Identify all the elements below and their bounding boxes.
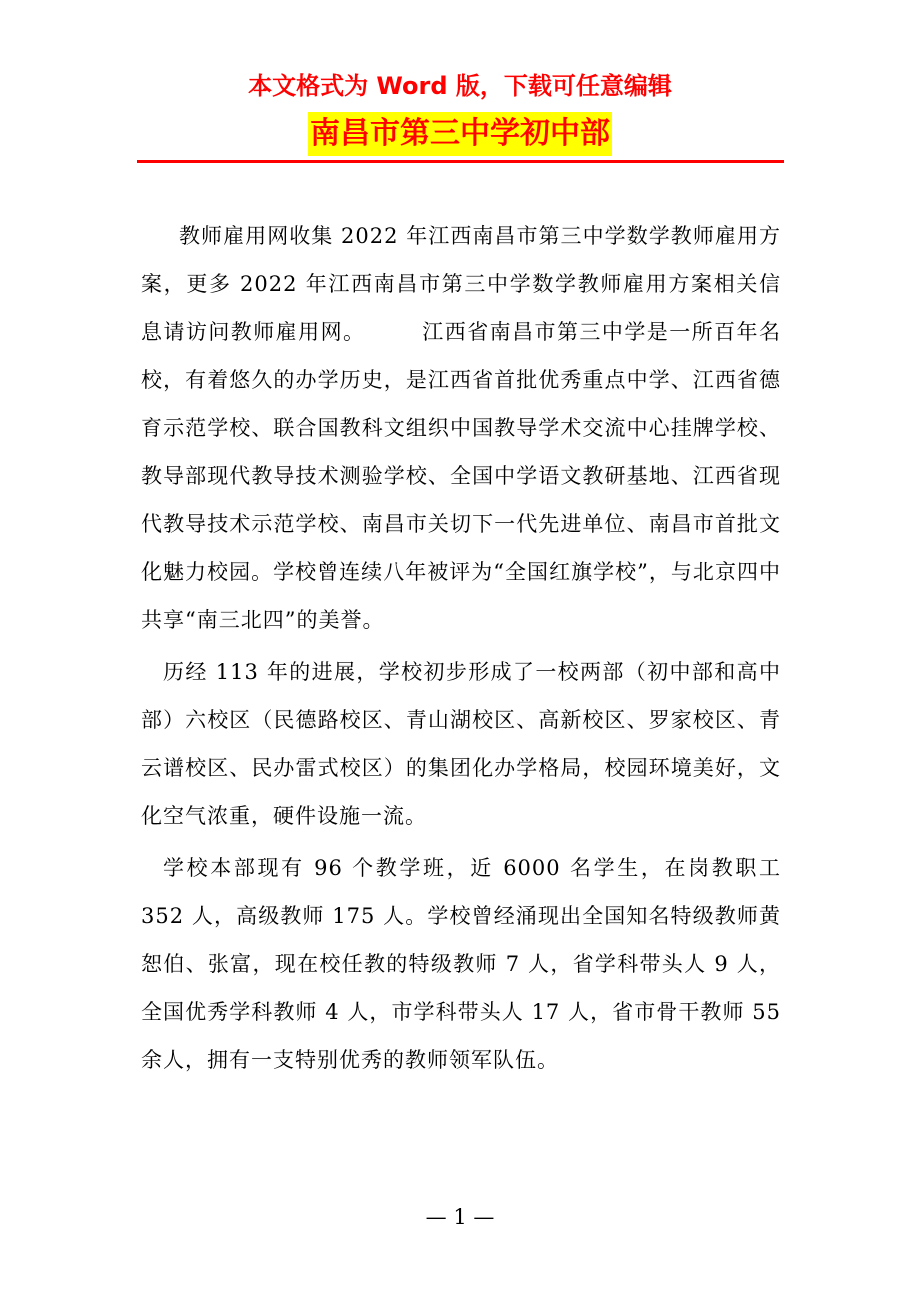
paragraph-intro: 教师雇用网收集 2022 年江西南昌市第三中学数学教师雇用方案，更多 2022 年江西南昌市第三中学数学教师雇用方案相关信息请访问教师雇用网。 江西省南昌市第三中学是一所百年名校，有着悠久的办学历史，是江西省首批优秀重点中学、江西省德育示范学校、联合国教科文组织中国教导学术交流中心挂牌学校、教导部现代教导技术测验学校、全国中学语文教研基地、江西省现代教导技术示范学校、南昌市关切下一代先进单位、南昌市首批文化魅力校园。学校曾连续八年被评为“全国红旗学校”，与北京四中共享“南三北四”的美誉。 bbox=[141, 224, 781, 632]
title-divider bbox=[137, 160, 784, 163]
title-container bbox=[0, 112, 920, 156]
paragraph-history: 历经 113 年的进展，学校初步形成了一校两部（初中部和高中部）六校区（民德路校区、青山湖校区、高新校区、罗家校区、青云谱校区、民办雷式校区）的集团化办学格局，校园环境美好，文化空气浓重，硬件设施一流。 bbox=[141, 660, 781, 828]
paragraph-staff: 学校本部现有 96 个教学班，近 6000 名学生，在岗教职工 352 人，高级教师 175 人。学校曾经涌现出全国知名特级教师黄恕伯、张富，现在校任教的特级教师 7 人，省学科带头人 9 人，全国优秀学科教师 4 人，市学科带头人 17 人，省市骨干教师 55 余人，拥有一支特别优秀的教师领军队伍。 bbox=[141, 856, 781, 1072]
download-banner: 本文格式为 Word 版，下载可任意编辑 bbox=[248, 72, 672, 100]
page-title: 南昌市第三中学初中部 bbox=[308, 112, 612, 156]
page-number: — 1 — bbox=[425, 1205, 495, 1229]
document-body bbox=[141, 212, 781, 1088]
